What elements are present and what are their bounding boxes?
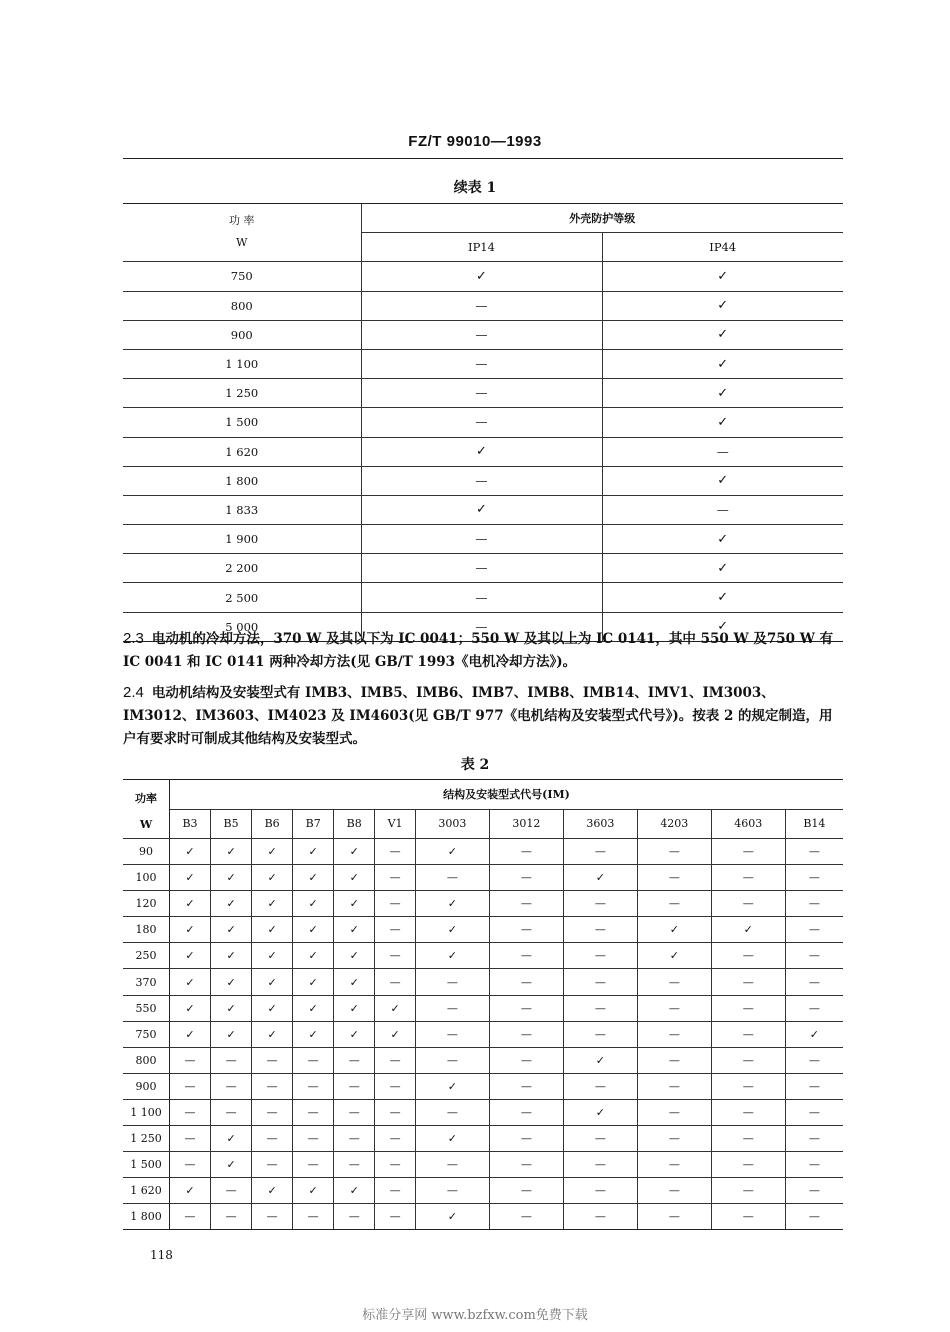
- table2-power-cell: 120: [123, 891, 170, 917]
- table1-mark-ip14: —: [361, 583, 602, 612]
- section-2-3-text: 电动机的冷却方法，370 W 及其以下为 IC 0041；550 W 及其以上为 IC 0141，其中 550 W 及750 W 有 IC 0041 和 IC 0141 两种冷却方法(见 GB/T 1993《电机冷却方法》)。: [123, 631, 834, 670]
- table2-mark-b7: ✓: [293, 969, 334, 995]
- table2-mark-b7: ✓: [293, 865, 334, 891]
- table2-mark-b8: ✓: [334, 995, 375, 1021]
- page-number: 118: [150, 1248, 173, 1262]
- table2-mark-b14: —: [785, 969, 843, 995]
- section-2-4-number: 2.4: [123, 684, 144, 701]
- table1-power-unit: W: [236, 236, 248, 249]
- table2-mark-3012: —: [489, 1047, 563, 1073]
- table2-row: [123, 969, 843, 995]
- table2-mark-b8: ✓: [334, 865, 375, 891]
- table2-mark-4603: —: [711, 1204, 785, 1230]
- table2-mark-4603: —: [711, 1152, 785, 1178]
- table2-mark-3003: —: [415, 1021, 489, 1047]
- table2-mark-b8: —: [334, 1126, 375, 1152]
- table2-mark-b14: —: [785, 1073, 843, 1099]
- table2-mark-3012: —: [489, 1099, 563, 1125]
- table1-mark-ip44: —: [602, 495, 843, 524]
- table2-mark-3603: —: [563, 1021, 637, 1047]
- table2-mark-4203: —: [637, 1073, 711, 1099]
- table2-mark-b7: —: [293, 1047, 334, 1073]
- table1-row: [123, 320, 843, 349]
- table1-mark-ip44: ✓: [602, 349, 843, 378]
- table2-mark-b8: —: [334, 1204, 375, 1230]
- table2-mark-4603: —: [711, 1178, 785, 1204]
- watermark-footer: 标准分享网 www.bzfxw.com免费下载: [362, 1308, 588, 1323]
- table1-row: [123, 554, 843, 583]
- table2-group-header: 结构及安装型式代号(IM): [170, 780, 844, 810]
- table2-mark-4603: —: [711, 865, 785, 891]
- table2-power-cell: 90: [123, 839, 170, 865]
- document-code-header: FZ/T 99010—1993: [408, 133, 542, 150]
- table2-mark-3012: —: [489, 1152, 563, 1178]
- table2-mounting-types: [123, 779, 843, 1230]
- table2-mark-b6: ✓: [252, 891, 293, 917]
- table2-mark-b3: ✓: [170, 1178, 211, 1204]
- table1-mark-ip14: —: [361, 379, 602, 408]
- table2-mark-v1: —: [375, 1126, 416, 1152]
- table2-mark-4203: —: [637, 865, 711, 891]
- table2-mark-b6: ✓: [252, 969, 293, 995]
- table1-row: [123, 291, 843, 320]
- table2-mark-4603: —: [711, 1126, 785, 1152]
- table2-mark-b14: —: [785, 1047, 843, 1073]
- table1-mark-ip44: ✓: [602, 466, 843, 495]
- table2-mark-b3: ✓: [170, 1021, 211, 1047]
- table2-mark-v1: —: [375, 1178, 416, 1204]
- table2-mark-3012: —: [489, 1021, 563, 1047]
- table2-col-b7: B7: [293, 809, 334, 839]
- table2-mark-b3: ✓: [170, 917, 211, 943]
- table2-mark-b5: ✓: [211, 1152, 252, 1178]
- table2-caption: 表 2: [460, 757, 490, 773]
- table2-power-cell: 750: [123, 1021, 170, 1047]
- table2-col-b14: B14: [785, 809, 843, 839]
- table2-power-cell: 1 100: [123, 1099, 170, 1125]
- table2-mark-v1: ✓: [375, 1021, 416, 1047]
- table2-mark-b14: —: [785, 1178, 843, 1204]
- table1-group-header: 外壳防护等级: [361, 204, 843, 233]
- table2-col-4603: 4603: [711, 809, 785, 839]
- table2-mark-b14: —: [785, 995, 843, 1021]
- table2-mark-3603: ✓: [563, 865, 637, 891]
- table2-mark-4203: ✓: [637, 917, 711, 943]
- table1-row: [123, 495, 843, 524]
- table2-mark-4603: —: [711, 969, 785, 995]
- table1-power-cell: 2 500: [123, 583, 361, 612]
- section-2-3-number: 2.3: [123, 630, 144, 647]
- table1-mark-ip14: —: [361, 349, 602, 378]
- table1-row: [123, 525, 843, 554]
- table1-power-cell: 1 833: [123, 495, 361, 524]
- table2-mark-b3: —: [170, 1204, 211, 1230]
- section-2-3: [123, 627, 845, 674]
- table2-mark-v1: —: [375, 917, 416, 943]
- table2-mark-4603: —: [711, 1099, 785, 1125]
- table2-mark-3603: —: [563, 969, 637, 995]
- table2-mark-b3: —: [170, 1152, 211, 1178]
- table2-col-b8: B8: [334, 809, 375, 839]
- table2-mark-b7: —: [293, 1204, 334, 1230]
- table1-power-cell: 5 000: [123, 612, 361, 641]
- table2-row: [123, 839, 843, 865]
- table2-mark-3003: —: [415, 995, 489, 1021]
- table2-mark-4203: —: [637, 995, 711, 1021]
- table1-protection-grades: [123, 203, 843, 642]
- table2-mark-b8: —: [334, 1047, 375, 1073]
- table2-mark-4603: —: [711, 1047, 785, 1073]
- table1-row: [123, 583, 843, 612]
- table2-mark-4603: ✓: [711, 917, 785, 943]
- table2-mark-b8: ✓: [334, 1021, 375, 1047]
- table2-mark-3603: —: [563, 943, 637, 969]
- table2-mark-3012: —: [489, 969, 563, 995]
- table2-mark-b6: —: [252, 1204, 293, 1230]
- table2-mark-b6: —: [252, 1152, 293, 1178]
- table2-mark-b5: ✓: [211, 839, 252, 865]
- table2-mark-b6: ✓: [252, 917, 293, 943]
- table2-mark-b8: —: [334, 1152, 375, 1178]
- table2-row: [123, 995, 843, 1021]
- table2-power-cell: 1 250: [123, 1126, 170, 1152]
- table2-mark-b5: —: [211, 1047, 252, 1073]
- table1-mark-ip44: ✓: [602, 583, 843, 612]
- table1-mark-ip44: ✓: [602, 408, 843, 437]
- table2-power-header: [123, 780, 170, 839]
- table2-mark-v1: —: [375, 969, 416, 995]
- table2-row: [123, 865, 843, 891]
- table2-mark-b14: —: [785, 917, 843, 943]
- table2-mark-b7: ✓: [293, 891, 334, 917]
- table2-row: [123, 1126, 843, 1152]
- table2-mark-b7: ✓: [293, 917, 334, 943]
- table2-mark-3003: ✓: [415, 1073, 489, 1099]
- table2-mark-b14: —: [785, 1152, 843, 1178]
- table2-power-cell: 1 500: [123, 1152, 170, 1178]
- table2-mark-4203: —: [637, 1152, 711, 1178]
- table2-mark-3012: —: [489, 891, 563, 917]
- table2-mark-4203: —: [637, 891, 711, 917]
- table1-mark-ip44: —: [602, 437, 843, 466]
- table1-mark-ip44: ✓: [602, 379, 843, 408]
- table1-row: [123, 437, 843, 466]
- header-rule: [123, 158, 843, 159]
- table2-mark-3603: ✓: [563, 1099, 637, 1125]
- table2-mark-b5: ✓: [211, 865, 252, 891]
- table1-mark-ip44: ✓: [602, 262, 843, 291]
- table2-mark-b7: —: [293, 1073, 334, 1099]
- table2-col-b6: B6: [252, 809, 293, 839]
- table2-power-cell: 180: [123, 917, 170, 943]
- table1-mark-ip44: ✓: [602, 612, 843, 641]
- table1-mark-ip14: —: [361, 612, 602, 641]
- table2-mark-4203: —: [637, 1021, 711, 1047]
- table2-mark-3012: —: [489, 839, 563, 865]
- table2-mark-b5: —: [211, 1178, 252, 1204]
- table1-row: [123, 379, 843, 408]
- table2-mark-3603: —: [563, 891, 637, 917]
- table2-mark-b14: —: [785, 1099, 843, 1125]
- table2-mark-4603: —: [711, 995, 785, 1021]
- table2-mark-3003: ✓: [415, 1126, 489, 1152]
- table2-mark-3603: —: [563, 1126, 637, 1152]
- table2-mark-b6: ✓: [252, 839, 293, 865]
- table2-mark-4203: —: [637, 1126, 711, 1152]
- table2-mark-b3: —: [170, 1099, 211, 1125]
- table2-mark-b3: —: [170, 1126, 211, 1152]
- table1-caption: 续表 1: [453, 180, 497, 196]
- table2-mark-v1: —: [375, 1152, 416, 1178]
- table2-mark-b5: —: [211, 1204, 252, 1230]
- table1-mark-ip44: ✓: [602, 291, 843, 320]
- table2-mark-v1: —: [375, 1204, 416, 1230]
- table2-col-4203: 4203: [637, 809, 711, 839]
- table2-mark-b5: ✓: [211, 917, 252, 943]
- table2-mark-b3: ✓: [170, 943, 211, 969]
- table2-mark-v1: —: [375, 865, 416, 891]
- table1-power-cell: 1 500: [123, 408, 361, 437]
- table2-mark-3603: —: [563, 917, 637, 943]
- table1-power-cell: 1 100: [123, 349, 361, 378]
- table2-mark-b7: ✓: [293, 1178, 334, 1204]
- table2-power-cell: 100: [123, 865, 170, 891]
- table2-mark-b5: —: [211, 1099, 252, 1125]
- table2-mark-4203: —: [637, 969, 711, 995]
- table2-mark-3012: —: [489, 943, 563, 969]
- table2-mark-b5: —: [211, 1073, 252, 1099]
- table2-mark-b5: ✓: [211, 891, 252, 917]
- table1-mark-ip14: —: [361, 408, 602, 437]
- table2-row: [123, 1047, 843, 1073]
- table2-mark-v1: —: [375, 1099, 416, 1125]
- table2-mark-b6: ✓: [252, 865, 293, 891]
- table2-mark-b7: —: [293, 1099, 334, 1125]
- table2-mark-b8: —: [334, 1073, 375, 1099]
- table2-mark-3012: —: [489, 1073, 563, 1099]
- table2-mark-4203: —: [637, 1204, 711, 1230]
- table2-mark-b5: ✓: [211, 1126, 252, 1152]
- table1-mark-ip14: —: [361, 466, 602, 495]
- table2-col-3012: 3012: [489, 809, 563, 839]
- table1-power-cell: 900: [123, 320, 361, 349]
- table2-mark-4203: —: [637, 1047, 711, 1073]
- table2-mark-b6: ✓: [252, 995, 293, 1021]
- table1-power-header: [123, 204, 361, 262]
- table2-mark-b6: —: [252, 1047, 293, 1073]
- section-2-4: [123, 681, 845, 751]
- table2-mark-4603: —: [711, 1021, 785, 1047]
- table2-mark-b8: ✓: [334, 891, 375, 917]
- table2-mark-3003: —: [415, 865, 489, 891]
- table2-mark-3003: ✓: [415, 891, 489, 917]
- table1-mark-ip14: —: [361, 525, 602, 554]
- table2-row: [123, 891, 843, 917]
- table2-mark-b6: —: [252, 1126, 293, 1152]
- table2-row: [123, 1099, 843, 1125]
- table1-power-cell: 1 620: [123, 437, 361, 466]
- table2-power-cell: 1 800: [123, 1204, 170, 1230]
- table2-mark-b5: ✓: [211, 943, 252, 969]
- table2-mark-3003: ✓: [415, 943, 489, 969]
- table2-mark-b8: —: [334, 1099, 375, 1125]
- table2-col-b3: B3: [170, 809, 211, 839]
- table2-mark-3012: —: [489, 865, 563, 891]
- section-2-4-text: 电动机结构及安装型式有 IMB3、IMB5、IMB6、IMB7、IMB8、IMB14、IMV1、IM3003、IM3012、IM3603、IM4023 及 IM4603(见 GB/T 977《电机结构及安装型式代号》)。按表 2 的规定制造，用户有要求时可制成其他结构及安装型式。: [123, 685, 833, 747]
- table2-power-cell: 1 620: [123, 1178, 170, 1204]
- table2-mark-3603: —: [563, 839, 637, 865]
- table2-col-b5: B5: [211, 809, 252, 839]
- table2-mark-b5: ✓: [211, 969, 252, 995]
- table2-mark-b8: ✓: [334, 917, 375, 943]
- table2-mark-3603: —: [563, 1073, 637, 1099]
- table2-power-cell: 800: [123, 1047, 170, 1073]
- table2-mark-b6: ✓: [252, 943, 293, 969]
- table2-mark-4603: —: [711, 1073, 785, 1099]
- table2-row: [123, 1073, 843, 1099]
- table2-mark-v1: —: [375, 1047, 416, 1073]
- table2-row: [123, 917, 843, 943]
- table2-mark-b6: —: [252, 1073, 293, 1099]
- table2-mark-3603: —: [563, 1178, 637, 1204]
- table2-mark-3003: —: [415, 1099, 489, 1125]
- table2-col-3003: 3003: [415, 809, 489, 839]
- table2-mark-3603: —: [563, 1204, 637, 1230]
- table1-col-ip14: IP14: [361, 233, 602, 262]
- table2-power-label: 功率: [135, 792, 157, 805]
- table2-mark-b14: —: [785, 1204, 843, 1230]
- table1-mark-ip14: ✓: [361, 262, 602, 291]
- table2-col-3603: 3603: [563, 809, 637, 839]
- table1-power-cell: 750: [123, 262, 361, 291]
- table2-mark-b5: ✓: [211, 995, 252, 1021]
- table2-mark-4603: —: [711, 891, 785, 917]
- table1-mark-ip44: ✓: [602, 554, 843, 583]
- table2-mark-4203: —: [637, 839, 711, 865]
- table2-col-v1: V1: [375, 809, 416, 839]
- table1-row: [123, 408, 843, 437]
- table1-mark-ip14: ✓: [361, 437, 602, 466]
- table2-row: [123, 1178, 843, 1204]
- table2-mark-3003: ✓: [415, 917, 489, 943]
- table2-mark-b7: ✓: [293, 839, 334, 865]
- table1-mark-ip44: ✓: [602, 320, 843, 349]
- table1-col-ip44: IP44: [602, 233, 843, 262]
- table2-mark-b3: ✓: [170, 839, 211, 865]
- table1-row: [123, 349, 843, 378]
- table2-mark-b3: —: [170, 1047, 211, 1073]
- table2-power-cell: 370: [123, 969, 170, 995]
- table2-power-cell: 900: [123, 1073, 170, 1099]
- table1-row: [123, 262, 843, 291]
- table2-mark-3003: —: [415, 1178, 489, 1204]
- table2-mark-b8: ✓: [334, 1178, 375, 1204]
- table2-mark-b3: —: [170, 1073, 211, 1099]
- table2-mark-4203: ✓: [637, 943, 711, 969]
- table2-mark-3012: —: [489, 917, 563, 943]
- table2-mark-b8: ✓: [334, 839, 375, 865]
- table2-mark-4603: —: [711, 839, 785, 865]
- table1-mark-ip14: —: [361, 291, 602, 320]
- table2-mark-v1: —: [375, 839, 416, 865]
- table1-mark-ip14: ✓: [361, 495, 602, 524]
- table2-mark-b14: —: [785, 839, 843, 865]
- table1-power-cell: 1 900: [123, 525, 361, 554]
- table2-power-cell: 250: [123, 943, 170, 969]
- table2-mark-3012: —: [489, 1178, 563, 1204]
- table2-mark-b14: —: [785, 1126, 843, 1152]
- table2-mark-b6: ✓: [252, 1021, 293, 1047]
- table1-power-label: 功 率: [229, 214, 255, 227]
- table2-mark-3603: —: [563, 1152, 637, 1178]
- table2-mark-b14: —: [785, 943, 843, 969]
- table2-mark-v1: —: [375, 1073, 416, 1099]
- table2-mark-b7: ✓: [293, 995, 334, 1021]
- table2-mark-b7: ✓: [293, 943, 334, 969]
- table1-mark-ip44: ✓: [602, 525, 843, 554]
- table2-power-cell: 550: [123, 995, 170, 1021]
- table2-mark-3603: —: [563, 995, 637, 1021]
- table2-mark-b5: ✓: [211, 1021, 252, 1047]
- table2-mark-3003: ✓: [415, 839, 489, 865]
- table2-power-unit: W: [139, 818, 153, 831]
- table2-mark-3012: —: [489, 1204, 563, 1230]
- table2-row: [123, 1204, 843, 1230]
- table2-mark-v1: —: [375, 891, 416, 917]
- table2-mark-b14: —: [785, 865, 843, 891]
- table2-mark-b14: —: [785, 891, 843, 917]
- table1-power-cell: 2 200: [123, 554, 361, 583]
- table2-mark-3003: —: [415, 1152, 489, 1178]
- table2-row: [123, 1021, 843, 1047]
- table2-mark-3012: —: [489, 995, 563, 1021]
- table1-power-cell: 1 250: [123, 379, 361, 408]
- table2-mark-3003: —: [415, 969, 489, 995]
- table2-row: [123, 943, 843, 969]
- table2-mark-b7: —: [293, 1152, 334, 1178]
- table2-mark-b8: ✓: [334, 969, 375, 995]
- table2-mark-3012: —: [489, 1126, 563, 1152]
- table2-mark-3003: —: [415, 1047, 489, 1073]
- table2-mark-b7: —: [293, 1126, 334, 1152]
- table2-mark-b3: ✓: [170, 865, 211, 891]
- table2-mark-4203: —: [637, 1178, 711, 1204]
- table2-mark-b8: ✓: [334, 943, 375, 969]
- table2-mark-b3: ✓: [170, 891, 211, 917]
- table2-mark-b14: ✓: [785, 1021, 843, 1047]
- table2-mark-3603: ✓: [563, 1047, 637, 1073]
- table1-mark-ip14: —: [361, 554, 602, 583]
- table2-mark-b3: ✓: [170, 969, 211, 995]
- table2-mark-b3: ✓: [170, 995, 211, 1021]
- table2-mark-4603: —: [711, 943, 785, 969]
- table2-row: [123, 1152, 843, 1178]
- table2-mark-v1: —: [375, 943, 416, 969]
- table1-power-cell: 1 800: [123, 466, 361, 495]
- table2-mark-b6: ✓: [252, 1178, 293, 1204]
- table2-mark-4203: —: [637, 1099, 711, 1125]
- table2-mark-b7: ✓: [293, 1021, 334, 1047]
- table2-mark-b6: —: [252, 1099, 293, 1125]
- table2-mark-3003: ✓: [415, 1204, 489, 1230]
- table1-mark-ip14: —: [361, 320, 602, 349]
- table1-row: [123, 466, 843, 495]
- table1-power-cell: 800: [123, 291, 361, 320]
- table2-mark-v1: ✓: [375, 995, 416, 1021]
